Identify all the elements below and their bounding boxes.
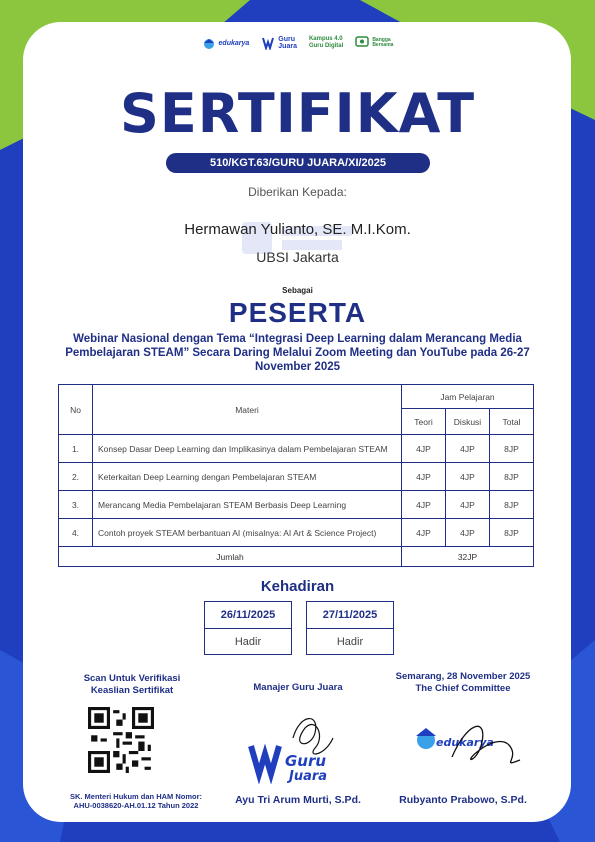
- row-diskusi: 4JP: [446, 463, 490, 491]
- row-teori: 4JP: [402, 519, 446, 547]
- as-label: Sebagai: [282, 286, 313, 295]
- bangga-logo: [355, 36, 393, 50]
- bangga-text-1: Bangga: [372, 37, 391, 43]
- row-teori: 4JP: [402, 491, 446, 519]
- kampus-text-1: Kampus 4.0: [308, 36, 343, 42]
- event-description: Webinar Nasional dengan Tema “Integrasi Deep Learning dalam Merancang Media Pembelajaran STEAM” Secara Daring Melalui Zoom Meeting dan YouTube pada 26-27 November 2025: [65, 333, 530, 373]
- recipient-name: Hermawan Yulianto, SE. M.I.Kom.: [184, 221, 411, 238]
- bangga-icon: [355, 36, 369, 50]
- recipient-institution: UBSI Jakarta: [256, 249, 339, 265]
- place-date: Semarang, 28 November 2025: [395, 671, 531, 682]
- row-no: 4.: [59, 519, 93, 547]
- chief-label: [378, 671, 548, 695]
- stamp-juara-text: Juara: [289, 769, 328, 784]
- participant-role: PESERTA: [228, 297, 367, 328]
- header-materi: Materi: [93, 385, 402, 435]
- attendance-date: 27/11/2025: [307, 602, 393, 629]
- certificate-number: 510/KGT.63/GURU JUARA/XI/2025: [166, 153, 430, 173]
- legal-reference: [52, 792, 220, 810]
- header-no: No: [59, 385, 93, 435]
- verification-qr-code[interactable]: [88, 707, 154, 773]
- chief-title: The Chief Committee: [415, 683, 511, 694]
- row-materi: Konsep Dasar Deep Learning dan Implikasinya dalam Pembelajaran STEAM: [93, 435, 402, 463]
- row-total: 8JP: [490, 463, 534, 491]
- stamp-guru-text: Guru: [285, 752, 327, 770]
- chief-signature-stamp: [412, 712, 527, 774]
- table-row: [59, 491, 534, 519]
- row-teori: 4JP: [402, 463, 446, 491]
- table-total-row: [59, 547, 534, 567]
- table-row: [59, 519, 534, 547]
- header-diskusi: Diskusi: [446, 409, 490, 435]
- row-diskusi: 4JP: [446, 519, 490, 547]
- guru-juara-text-1: Guru: [278, 36, 296, 43]
- row-no: 2.: [59, 463, 93, 491]
- manager-name: Ayu Tri Arum Murti, S.Pd.: [235, 794, 361, 806]
- attendance-date: 26/11/2025: [205, 602, 291, 629]
- bangga-text-2: Bersama: [372, 42, 394, 48]
- edukarya-icon: [202, 36, 216, 50]
- row-materi: Contoh proyek STEAM berbantuan AI (misalnya: AI Art & Science Project): [93, 519, 402, 547]
- total-value: 32JP: [402, 547, 534, 567]
- manager-label: Manajer Guru Juara: [253, 682, 343, 693]
- row-diskusi: 4JP: [446, 435, 490, 463]
- row-diskusi: 4JP: [446, 491, 490, 519]
- attendance-status: Hadir: [234, 636, 262, 648]
- row-materi: Keterkaitan Deep Learning dengan Pembelajaran STEAM: [93, 463, 402, 491]
- header-jam-pelajaran: Jam Pelajaran: [402, 385, 534, 409]
- partner-logos: [0, 36, 595, 50]
- row-teori: 4JP: [402, 435, 446, 463]
- materials-table: [58, 384, 534, 567]
- scan-verification-label: [62, 673, 202, 697]
- legal-reference-line2: AHU-0038620-AH.01.12 Tahun 2022: [73, 801, 199, 810]
- guru-juara-icon: [261, 36, 275, 50]
- edukarya-text: edukarya: [218, 39, 250, 47]
- certificate-title: SERTIFIKAT: [119, 82, 476, 145]
- manager-signature-stamp: [245, 708, 355, 784]
- attendance-box-day1: [204, 601, 292, 655]
- chief-name: Rubyanto Prabowo, S.Pd.: [399, 794, 527, 806]
- kampus-text-2: Guru Digital: [308, 43, 344, 49]
- edukarya-logo: [202, 36, 250, 50]
- attendance-title: Kehadiran: [260, 578, 335, 595]
- row-no: 3.: [59, 491, 93, 519]
- row-total: 8JP: [490, 491, 534, 519]
- row-total: 8JP: [490, 519, 534, 547]
- total-label: Jumlah: [59, 547, 402, 567]
- table-row: [59, 463, 534, 491]
- given-to-label: Diberikan Kepada:: [248, 185, 347, 199]
- guru-juara-logo: [261, 36, 297, 50]
- stamp-edukarya-text: edukarya: [436, 736, 494, 749]
- header-total: Total: [490, 409, 534, 435]
- row-total: 8JP: [490, 435, 534, 463]
- attendance-status: Hadir: [336, 636, 364, 648]
- scan-label-line1: Scan Untuk Verifikasi: [83, 673, 181, 684]
- scan-label-line2: Keaslian Sertifikat: [90, 685, 174, 696]
- guru-juara-text-2: Juara: [278, 43, 297, 50]
- table-row: [59, 435, 534, 463]
- row-no: 1.: [59, 435, 93, 463]
- kampus-guru-digital-logo: [309, 36, 343, 50]
- row-materi: Merancang Media Pembelajaran STEAM Berbasis Deep Learning: [93, 491, 402, 519]
- header-teori: Teori: [402, 409, 446, 435]
- attendance-box-day2: [306, 601, 394, 655]
- legal-reference-line1: SK. Menteri Hukum dan HAM Nomor:: [69, 792, 203, 801]
